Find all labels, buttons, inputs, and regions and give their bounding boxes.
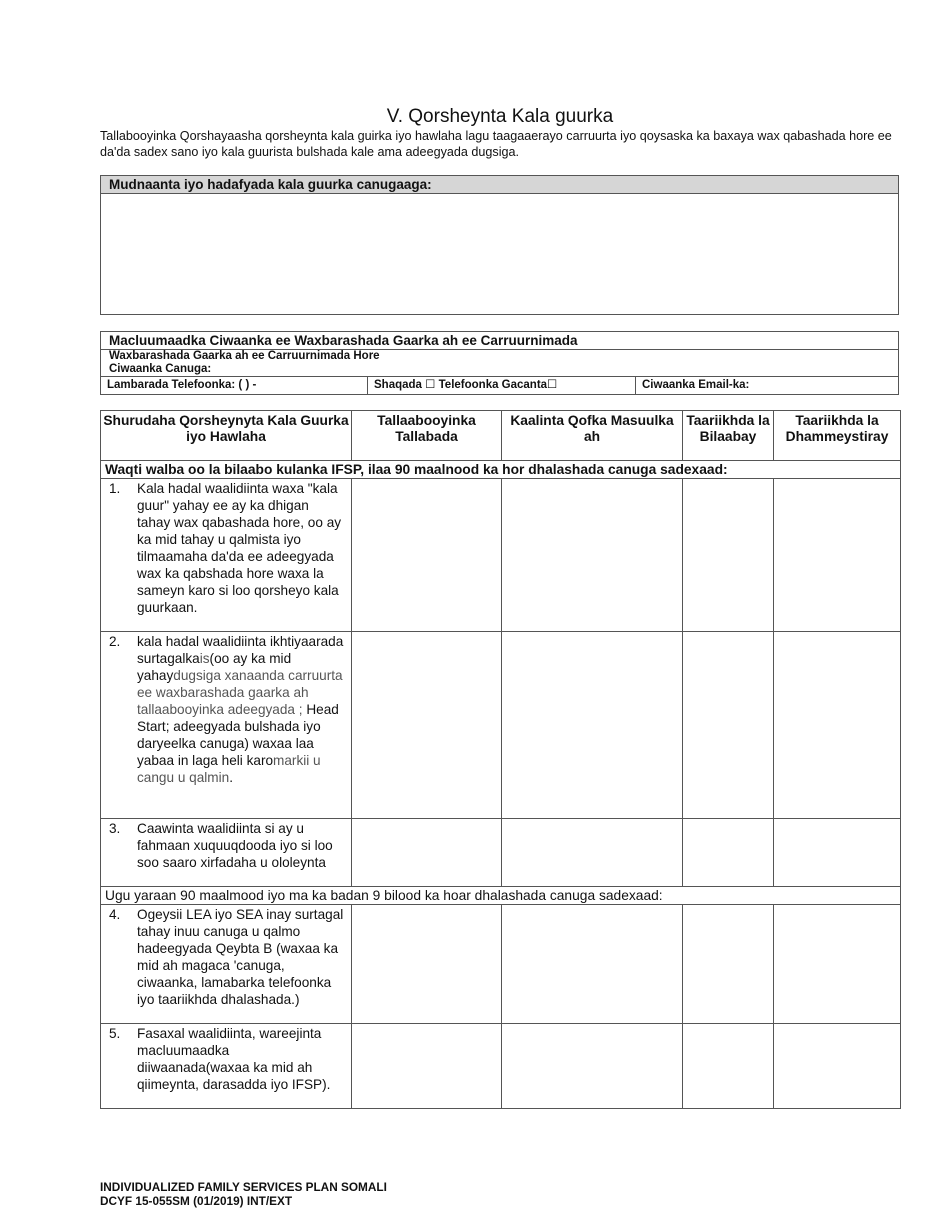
responsible-cell[interactable]	[502, 479, 683, 632]
steps-cell[interactable]	[352, 479, 502, 632]
start-date-cell[interactable]	[683, 1024, 774, 1109]
start-date-cell[interactable]	[683, 632, 774, 819]
task-text: kala hadal waalidiinta ikhtiyaarada surtagalkais(oo ay ka mid yahaydugsiga xanaanda carruurta ee waxbarashada gaarka ah tallaabooyinka adeegyada ; Head Start; adeegyada bulshada iyo daryeelka canuga) waxaa laa yabaa in laga heli karomarkii u cangu u qalmin.	[137, 634, 344, 785]
early-childhood-line: Waxbarashada Gaarka ah ee Carruurnimada Hore	[109, 350, 380, 362]
section-heading: Ugu yaraan 90 maalmood iyo ma ka badan 9 bilood ka hoar dhalashada canuga sadexaad:	[101, 887, 901, 905]
responsible-cell[interactable]	[502, 1024, 683, 1109]
completed-date-cell[interactable]	[774, 1024, 901, 1109]
task-cell	[101, 632, 352, 819]
header-steps: Tallaabooyinka Tallabada	[352, 411, 502, 461]
footer-form-name: INDIVIDUALIZED FAMILY SERVICES PLAN SOMALI	[100, 1180, 387, 1194]
table-row	[101, 1024, 901, 1109]
responsible-cell[interactable]	[502, 632, 683, 819]
task-cell	[101, 905, 352, 1024]
completed-date-cell[interactable]	[774, 905, 901, 1024]
start-date-cell[interactable]	[683, 905, 774, 1024]
table-row	[101, 632, 901, 819]
contact-box-header: Macluumaadka Ciwaanka ee Waxbarashada Gaarka ah ee Carruurnimada	[101, 332, 898, 350]
steps-cell[interactable]	[352, 632, 502, 819]
header-requirements: Shurudaha Qorsheynyta Kala Guurka iyo Hawlaha	[101, 411, 352, 461]
contact-info-box	[100, 331, 899, 395]
start-date-cell[interactable]	[683, 819, 774, 887]
steps-cell[interactable]	[352, 819, 502, 887]
goals-box[interactable]	[100, 175, 899, 315]
page-title: V. Qorsheynta Kala guurka	[386, 106, 614, 127]
task-number: 3.	[109, 821, 121, 836]
table-row	[101, 819, 901, 887]
responsible-cell[interactable]	[502, 905, 683, 1024]
completed-date-cell[interactable]	[774, 632, 901, 819]
task-cell	[101, 819, 352, 887]
task-text: Fasaxal waalidiinta, wareejinta macluumaadka diiwaanada(waxaa ka mid ah qiimeynta, darasadda iyo IFSP).	[137, 1026, 331, 1092]
task-number: 1.	[109, 481, 121, 496]
email-field[interactable]: Ciwaanka Email-ka:	[635, 377, 898, 394]
steps-cell[interactable]	[352, 905, 502, 1024]
task-text: Ogeysii LEA iyo SEA inay surtagal tahay inuu canuga u qalmo hadeegyada Qeybta B (waxaa ka mid ah magaca 'canuga, ciwaanka, lamabarka telefoonka iyo taariikhda dhalashada.)	[137, 907, 344, 1007]
phone-type-checkboxes[interactable]: Shaqada ☐ Telefoonka Gacanta☐	[367, 377, 635, 394]
footer-form-number: DCYF 15-055SM (01/2019) INT/EXT	[100, 1194, 293, 1208]
goals-box-header: Mudnaanta iyo hadafyada kala guurka canugaaga:	[101, 176, 898, 194]
task-number: 5.	[109, 1026, 121, 1041]
form-footer	[100, 1180, 387, 1208]
section-heading: Waqti walba oo la bilaabo kulanka IFSP, ilaa 90 maalnood ka hor dhalashada canuga sadexaad:	[101, 461, 901, 479]
table-row	[101, 905, 901, 1024]
header-start-date: Taariikhda la Bilaabay	[683, 411, 774, 461]
task-number: 4.	[109, 907, 121, 922]
completed-date-cell[interactable]	[774, 819, 901, 887]
child-address-field[interactable]: Ciwaanka Canuga:	[109, 363, 212, 375]
task-cell	[101, 1024, 352, 1109]
task-number: 2.	[109, 634, 121, 649]
steps-cell[interactable]	[352, 1024, 502, 1109]
table-row	[101, 479, 901, 632]
transition-plan-table	[100, 410, 901, 1109]
task-text: Caawinta waalidiinta si ay u fahmaan xuquuqdooda iyo si loo soo saaro xirfadaha u ololeynta	[137, 821, 333, 870]
task-text: Kala hadal waalidiinta waxa "kala guur" yahay ee ay ka dhigan tahay wax qabashada hore, oo ay ka mid tahay u qalmista iyo tilmaamaha da'da ee adeegyada wax ka qabshada hore waxa la sameyn karo si loo qorsheyo kala guurkaan.	[137, 481, 342, 615]
completed-date-cell[interactable]	[774, 479, 901, 632]
start-date-cell[interactable]	[683, 479, 774, 632]
phone-field[interactable]: Lambarada Telefoonka: ( ) -	[107, 379, 257, 391]
task-cell	[101, 479, 352, 632]
responsible-cell[interactable]	[502, 819, 683, 887]
intro-text: Tallabooyinka Qorshayaasha qorsheynta kala guirka iyo hawlaha lagu taagaaerayo carruurta iyo qoysaska ka baxaya wax qabashada hore ee da'da sadex sano iyo kala guurista bulshada kale ama adeegyada dugsiga.	[100, 129, 892, 159]
header-responsible-person: Kaalinta Qofka Masuulka ah	[502, 411, 683, 461]
header-completed-date: Taariikhda la Dhammeystiray	[774, 411, 901, 461]
